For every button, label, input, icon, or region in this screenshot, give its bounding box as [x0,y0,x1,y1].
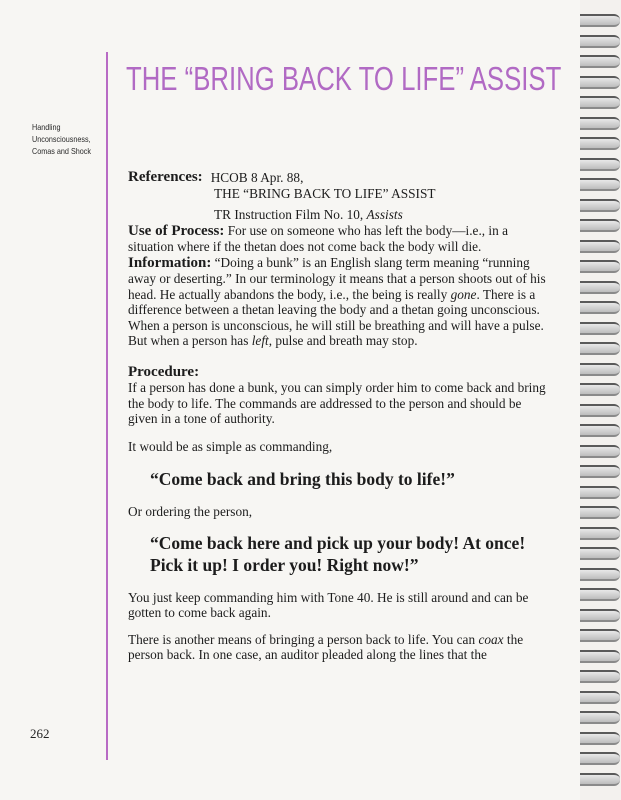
spiral-coil [580,691,620,704]
spiral-coil [580,199,620,212]
reference-line: THE “BRING BACK TO LIFE” ASSIST [214,185,436,201]
spiral-binding-icon [578,0,621,800]
sidebar-line: Handling [32,122,61,132]
spiral-coil [580,670,620,683]
page-content [128,170,553,663]
page-number: 262 [30,726,50,741]
command-quote: “Come back here and pick up your body! At once! Pick it up! I order you! Right now!” [150,532,526,575]
spiral-coil [580,240,620,253]
spiral-coil [580,527,620,540]
procedure-paragraph: You just keep commanding him with Tone 40. He is still around and can be gotten to come back again. [128,589,529,620]
spiral-coil [580,301,620,314]
references-block [128,170,553,223]
spiral-coil [580,322,620,335]
references-label: References: [128,169,203,185]
spiral-coil [580,424,620,437]
spiral-coil [580,445,620,458]
procedure-label: Procedure: [128,363,200,380]
section-sidebar [32,121,102,157]
spiral-coil [580,465,620,478]
spiral-coil [580,35,620,48]
spiral-coil [580,629,620,642]
spiral-coil [580,76,620,89]
spiral-coil [580,260,620,273]
command-quote: “Come back and bring this body to life!” [150,469,455,489]
spiral-coil [580,404,620,417]
reference-line: HCOB 8 Apr. 88, [210,170,304,185]
spiral-coil [580,588,620,601]
spiral-coil [580,711,620,724]
procedure-paragraph: If a person has done a bunk, you can simply order him to come back and bring the body to life. The commands are addressed to the person and should be given in a tone of authority. [128,380,546,426]
spiral-coil [580,383,620,396]
information-label: Information: [128,254,212,271]
sidebar-line: Comas and Shock [32,146,92,156]
margin-rule [106,52,108,760]
page-title: THE “BRING BACK TO LIFE” ASSIST [126,60,562,97]
spiral-coil [580,773,620,786]
spiral-coil [580,547,620,560]
spiral-coil [580,55,620,68]
spiral-coil [580,158,620,171]
information-paragraph [128,255,553,349]
spiral-coil [580,281,620,294]
procedure-paragraph: There is another means of bringing a person back to life. You can coax the person back. In one case, an auditor pleaded along the lines that the [128,631,524,662]
reference-line: TR Instruction Film No. 10, Assists [214,207,403,222]
spiral-coil [580,117,620,130]
use-of-process-paragraph [128,223,553,255]
procedure-section [128,365,553,663]
spiral-coil [580,752,620,765]
spiral-coil [580,178,620,191]
spiral-coil [580,363,620,376]
spiral-coil [580,609,620,622]
spiral-coil [580,732,620,745]
spiral-coil [580,342,620,355]
spiral-coil [580,506,620,519]
spiral-coil [580,96,620,109]
spiral-coil [580,219,620,232]
procedure-paragraph: Or ordering the person, [128,504,253,519]
spiral-coil [580,650,620,663]
spiral-coil [580,568,620,581]
spiral-coil [580,486,620,499]
use-of-process-text: For use on someone who has left the body—i.e., in a situation where if the thetan does not come back the body will die. [128,222,508,254]
sidebar-line: Unconsciousness, [32,134,91,144]
spiral-coil [580,14,620,27]
spiral-coil [580,137,620,150]
information-text: “Doing a bunk” is an English slang term meaning “running away or deserting.” In our terminology it means that a person shoots out of his head. He actually abandons the body, i.e., the being is really gone. There is a difference between a thetan leaving the body and a thetan going unconscious. When a person is unconscious, he will still be breathing and will have a pulse. But when a person has left, pulse and breath may stop. [128,254,546,348]
procedure-paragraph: It would be as simple as commanding, [128,438,333,454]
use-of-process-label: Use of Process: [128,222,225,239]
